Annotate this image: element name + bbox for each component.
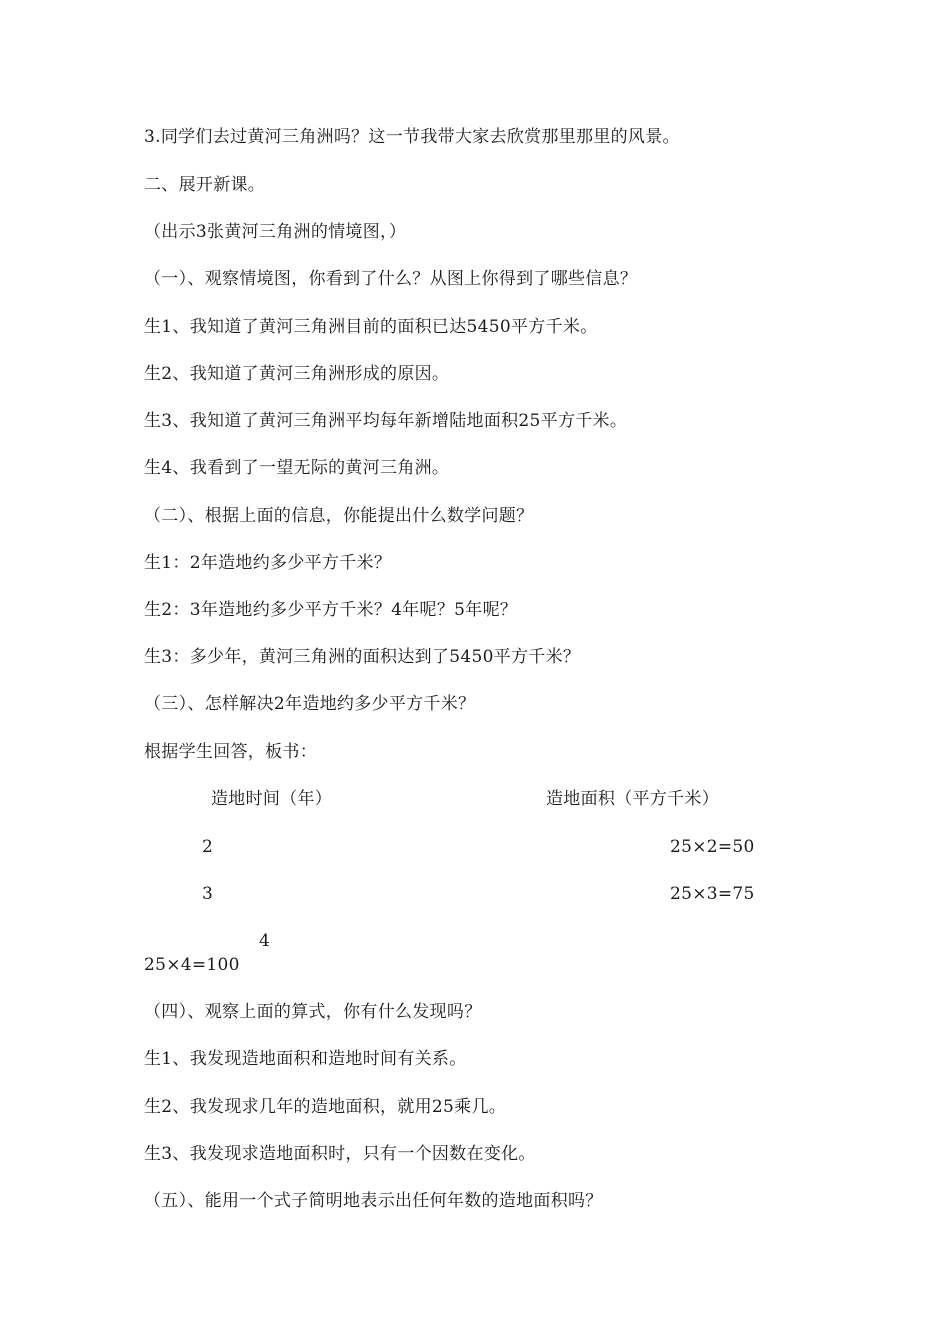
student-answer-4: 生4、我看到了一望无际的黄河三角洲。: [144, 458, 450, 478]
board-intro: 根据学生回答，板书：: [144, 742, 317, 762]
discovery-3: 生3、我发现求造地面积时，只有一个因数在变化。: [144, 1144, 536, 1164]
student-answer-2: 生2、我知道了黄河三角洲形成的原因。: [144, 364, 450, 384]
board-row-year: 2: [202, 837, 214, 857]
student-question-1: 生1：2年造地约多少平方千米？: [144, 553, 392, 573]
question-2: （二）、根据上面的信息，你能提出什么数学问题？: [144, 506, 534, 526]
question-5: （五）、能用一个式子简明地表示出任何年数的造地面积吗？: [144, 1191, 603, 1211]
student-answer-3: 生3、我知道了黄河三角洲平均每年新增陆地面积25平方千米。: [144, 411, 628, 431]
board-row-area: 25×3=75: [670, 884, 755, 904]
board-row-year: 3: [202, 884, 214, 904]
question-3: （三）、怎样解决2年造地约多少平方千米？: [144, 694, 476, 714]
student-question-3: 生3：多少年，黄河三角洲的面积达到了5450平方千米？: [144, 647, 581, 667]
discovery-1: 生1、我发现造地面积和造地时间有关系。: [144, 1049, 467, 1069]
section-heading-new-lesson: 二、展开新课。: [144, 175, 266, 195]
board-row-area: 25×2=50: [670, 837, 755, 857]
discovery-2: 生2、我发现求几年的造地面积，就用25乘几。: [144, 1097, 507, 1117]
board-row-year: 4: [259, 931, 271, 951]
board-row-area: 25×4=100: [144, 955, 240, 975]
question-1: （一）、观察情境图，你看到了什么？从图上你得到了哪些信息？: [144, 269, 638, 289]
board-header-area: 造地面积（平方千米）: [546, 789, 719, 809]
question-4: （四）、观察上面的算式，你有什么发现吗？: [144, 1002, 482, 1022]
paragraph-intro: 3.同学们去过黄河三角洲吗？这一节我带大家去欣赏那里那里的风景。: [144, 127, 680, 147]
student-question-2: 生2：3年造地约多少平方千米？4年呢？5年呢？: [144, 600, 518, 620]
paragraph-show-images: （出示3张黄河三角洲的情境图，）: [144, 222, 407, 242]
board-header-time: 造地时间（年）: [211, 789, 333, 809]
student-answer-1: 生1、我知道了黄河三角洲目前的面积已达5450平方千米。: [144, 317, 598, 337]
